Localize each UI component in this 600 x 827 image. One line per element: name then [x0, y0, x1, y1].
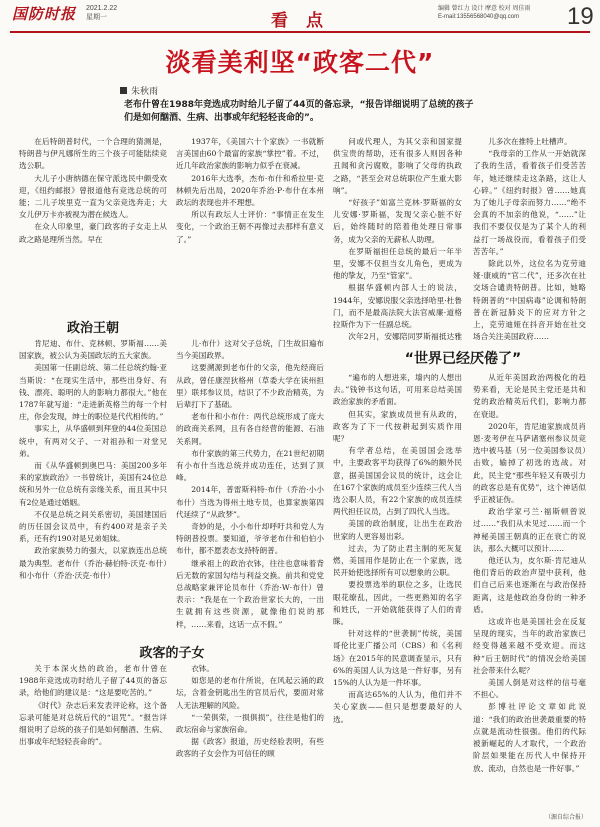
paragraph: 《时代》杂志后来发表评论称，这个备忘录可能是对总统后代的“诅咒”。“报告详细说明了总统的孩子们是如何酗酒、生病、出事或年纪轻轻丧命的”。 — [19, 700, 167, 747]
column-1-section-3 — [19, 663, 167, 748]
column-4 — [473, 136, 586, 343]
paragraph: 政治学家弓兰·福斯顿曾说过……“我们从未见过……而一个神秘美国王朝真的正在衰亡的说法，那么大概可以预计…… — [473, 507, 586, 553]
paragraph: 要投票选举的职位之多，让选民眼花缭乱，因此，一些更熟知的名字和姓氏，一开始就能获得了人们的青睐。 — [333, 580, 462, 627]
paragraph: 2014年，普雷斯科特·布什（乔治·小小布什）当选为得州土地专员，也算家族第四代延续了“从政梦”。 — [176, 485, 324, 519]
paragraph: 儿多次在推特上吐槽声。 — [488, 137, 572, 146]
paragraph: 除此以外，这位名为克劳迪娅·康威的“官二代”，还多次在社交场合谴责特朗普。比如，她略特朗普的“中国病毒”论调和特朗普在新冠肺炎下的应对方针之上，克劳迪娅在抖音开始在社交场合关注美国政府…… — [473, 259, 586, 342]
page-header — [0, 0, 600, 38]
byline — [120, 84, 158, 97]
article-summary: 老布什曾在1988年竞选成功时给儿子留了44页的备忘录，“报告详细说明了总统的孩子们是如何酗酒、生病、出事或年纪轻轻丧命的”。 — [124, 100, 474, 123]
paragraph: 布什家族的第三代势力，在21世纪初期有小布什当选总统并成功连任，达到了顶峰。 — [176, 448, 324, 483]
paragraph: 大儿子小唐纳德在保守派选民中颇受欢迎，《纽约邮报》曾报道他有竞选总统的可能；二儿子埃里克一直为父亲竞选奔走；大女儿伊万卡亦被视为潜在候选人。 — [19, 173, 167, 220]
paragraph: 老布什和小布什：两代总统形成了庞大的政商关系网，且有各自经营的能源、石油关系网。 — [176, 412, 324, 446]
paragraph: 彭博社评论文章如此说道：“我们的政治世袭最重要的特点就是流动性很强。他们的代际被新崛起的人才取代，一个政治阶层如果能在历代人中保持开放、流动，自然也是一件好事。” — [473, 702, 586, 773]
paragraph: 奇妙的是，小小布什却呼吁共和党人为特朗普投票。要知道，爷爷老布什和伯伯小布什，都不愿表态支持特朗普。 — [176, 522, 324, 556]
article-title: 淡看美利坚“政客二代” — [165, 48, 435, 77]
source-credit: （源自综合报） — [545, 815, 588, 821]
header-divider — [10, 31, 590, 33]
editor-names: 编辑 曾红力 设计 摩意 校对 周佳雨 — [438, 6, 531, 12]
paragraph: 儿·布什）这对父子总统，门生故旧遍布当今美国政界。 — [176, 339, 324, 361]
paragraph: 所以有政坛人士评价：“事情正在发生变化，一个政治王朝不再像过去那样有意义了。” — [176, 210, 324, 244]
editor-credits — [438, 5, 530, 21]
paragraph: 美国第一任副总统、第二任总统约翰·亚当斯说：“在现实生活中，那些出身好、有钱、漂亮、聪明的人的影响力都很大。”他在1787年就写道：“走进新英格兰的每一个村庄，你会发现，绅士的职位是代代相传的。” — [19, 363, 167, 422]
paragraph: 美国人倒是对这样的信号毫不担心。 — [473, 678, 586, 700]
author-name: 朱秋雨 — [131, 87, 159, 97]
editor-email: E-mail:13556568040@qq.com — [438, 14, 520, 20]
paragraph: 这要溯源到老布什的父亲，他先经商后从政，曾任康涅狄格州（草委大学在读州担里）联邦参议员，结识了不少政治精英，为后辈打下了基础。 — [176, 363, 324, 410]
paragraph: 这或许也是美国社会在反复呈现的现实，当年的政治家族已经变得越来越不受欢迎。而这种“后王朝时代”的情况会给美国社会带来什么呢？ — [473, 617, 586, 675]
paragraph: 针对这样的“世袭制”传统，美国哥伦比亚广播公司（CBS）和《名利场》在2015年的民意调查显示，只有6%的美国人认为这是一件好事，另有15%的人认为是一件坏事。 — [333, 629, 462, 688]
column-1-section-2 — [19, 338, 167, 582]
paragraph: 1937年，《美国六十个家族》一书就断言美国由60个最富的家族“掌控”着。不过，近几年政治家族的影响力似乎在衰减。 — [176, 137, 324, 171]
page-number: 19 — [567, 3, 594, 30]
paragraph: 而高达65%的人认为，他们并不关心家族——但只是想要最好的人选。 — [333, 690, 462, 724]
paragraph: 他还认为，皮尔斯·肯尼迪从他们背后的政治声望中获利，他们自己后来也逐渐在与政治保持距离，这是他政治身份的一种矛盾。 — [473, 556, 586, 614]
issue-weekday: 星期一 — [86, 14, 107, 21]
paragraph: 事实上，从华盛顿到拜登的44位美国总统中，有两对父子、一对祖孙和一对堂兄弟。 — [19, 424, 167, 458]
paragraph: 在众人印象里，豪门政客的子女走上从政之路是理所当然。早在 — [19, 222, 167, 244]
paragraph: 而《从华盛顿到奥巴马：美国200多年来的家族政治》一书曾统计，美国有24位总统和另外一位总统有亲缘关系，而且其中只有2位是通过婚姻。 — [19, 461, 167, 507]
paragraph: “遍布的人想进来，墙内的人想出去。”钱钟书这句话，可用来总结美国政治家族的矛盾面。 — [333, 373, 462, 407]
paragraph: 如您是的老布什所说，在风起云涌的政坛，含着金钥匙出生的官员后代，要面对常人无法理解的风险。 — [176, 676, 324, 710]
subheading-politicians-children: 政客的子女 — [139, 646, 205, 661]
newspaper-logo: 国防时报 — [12, 5, 77, 23]
paragraph: 但其实，家族成员世有从政的，政客为了下一代按耕起到实质作用呢？ — [333, 409, 462, 444]
paragraph: 关于本深火热的政治，老布什曾在1988年竞选成功时给儿子留了44页的备忘录，给他们的建议是：“这是要吃苦的。” — [19, 664, 167, 698]
column-3-section-2 — [333, 372, 462, 726]
column-4-section-2 — [473, 372, 586, 775]
paragraph: 在罗斯福担任总统的最后一年半里，安娜不仅担当女儿角色，更成为他的挚友，乃至“管家”。 — [333, 246, 462, 281]
paragraph: 次年2月，安娜陪同罗斯福抵达雅 — [348, 332, 462, 342]
paragraph: “好孩子”如富兰克林·罗斯福的女儿安娜·罗斯福，发现父亲心脏不好后，始终随时的陪着他处理日常事务，成为父亲的无薪私人助理。 — [333, 198, 462, 244]
paragraph: 2016年大选季，杰布·布什和希拉里·克林顿先后出局，2020年乔治·P·布什在本州政坛的表现也并不理想。 — [176, 173, 324, 208]
column-2 — [176, 136, 324, 246]
paragraph: 政治家族势力的强大，以家族连出总统最为典型。老布什（乔治·赫伯特·沃克·布什）和小布什（乔治·沃克·布什） — [19, 546, 167, 580]
column-3 — [333, 136, 462, 343]
paragraph: 继承祖上的政治衣钵，往往也意味着背后无数的家国勾结与利益交换。前共和党党总战略家兼评论员布什（乔治·W·布什）曾表示：“我是在一个政治世家长大的，一出生就拥有这些资源，就像他们说的那样，……来看，这话一点不假。” — [176, 558, 324, 629]
paragraph: 根据华盛顿内部人士的说法，1944年，安娜说服父亲选择哈里·杜鲁门，而不是最高法院大法官威廉·道格拉斯作为下一任副总统。 — [333, 283, 462, 330]
column-2-section-3 — [176, 663, 324, 761]
section-title: 看 点 — [271, 11, 329, 31]
paragraph: 据《政客》报道，历史经验表明，有些政客的子女会作为可信任的顾 — [176, 737, 324, 759]
subheading-world-is-tired: “世界已经厌倦了” — [404, 351, 522, 367]
paragraph: 衣钵。 — [191, 664, 214, 673]
square-bullet-icon — [120, 87, 127, 94]
paragraph: 问或代理人，为其父亲和国家提供宝贵的帮助，还有很多人则因各种丑闻和贪污腐败，影响了父母的执政之路，“甚至会对总统职位产生重大影响”。 — [333, 137, 462, 195]
subheading-political-dynasty: 政治王朝 — [66, 321, 119, 336]
paragraph: 有学者总结，在美国国会选举中，主要政客平均获得了6%的额外民意，据美国国会议员的统计，这会让在167个家族的成员至少连续三代人当选公职人员，有22个家族的成员连续两代担任议员，占到了四代人当选。 — [333, 446, 462, 517]
paragraph: “一荣俱荣，一损俱损”，往往是他们的政坛宿命与家族宿命。 — [176, 712, 324, 735]
paragraph: “我母亲的工作从一开始就深了我的生活，看着孩子们受苦苦年，她还继续走这条路，这让人心碎。”《纽约时报》曾……她真为了她儿子母亲而努力……“绝不会真的不加亲的他说，“……”让我们不要仅仅是为了某个人的利益打一场战役而，看着孩子们受苦苦年。” — [473, 149, 586, 256]
paragraph: 2020年，肯尼迪家族成员肖恩·麦考伊在马萨诸塞州参议员竞选中被马基（另一位美国参议员）击败，输掉了初选的选战。对此，民主党“那些年轻又有吸引力的政客总是有优势”，这个神话似乎正被证伪。 — [473, 421, 586, 505]
paragraph: 不仅是总统之间关系密切，美国建国后的历任国会议员中，有约400对是亲子关系，还有约190对是兄弟姐妹。 — [19, 509, 167, 544]
paragraph: 肯尼迪、布什、克林顿、罗斯福……美国家族，被公认为美国政坛的五大家族。 — [19, 339, 167, 361]
column-1 — [19, 136, 167, 246]
issue-date: 2021.2.22 — [86, 5, 118, 12]
paragraph: 在后特朗普时代，一个合理的猜测是，特朗普与伊凡娜所生的三个孩子可能陆续竞选公职。 — [19, 137, 167, 171]
column-2-section-2 — [176, 338, 324, 631]
paragraph: 美国的政治制度，让出生在政治世家的人更容易出彩。 — [333, 519, 462, 541]
paragraph: 从近年美国政治两极化的趋势来看，无论是民主党还是共和党的政治精英后代们，影响力都在衰退。 — [473, 373, 586, 419]
paragraph: 过去，为了防止君主制的死灰复燃，美国用作是防止在一个家族，选民开始使选择所有可以想象的公职。 — [333, 543, 462, 578]
